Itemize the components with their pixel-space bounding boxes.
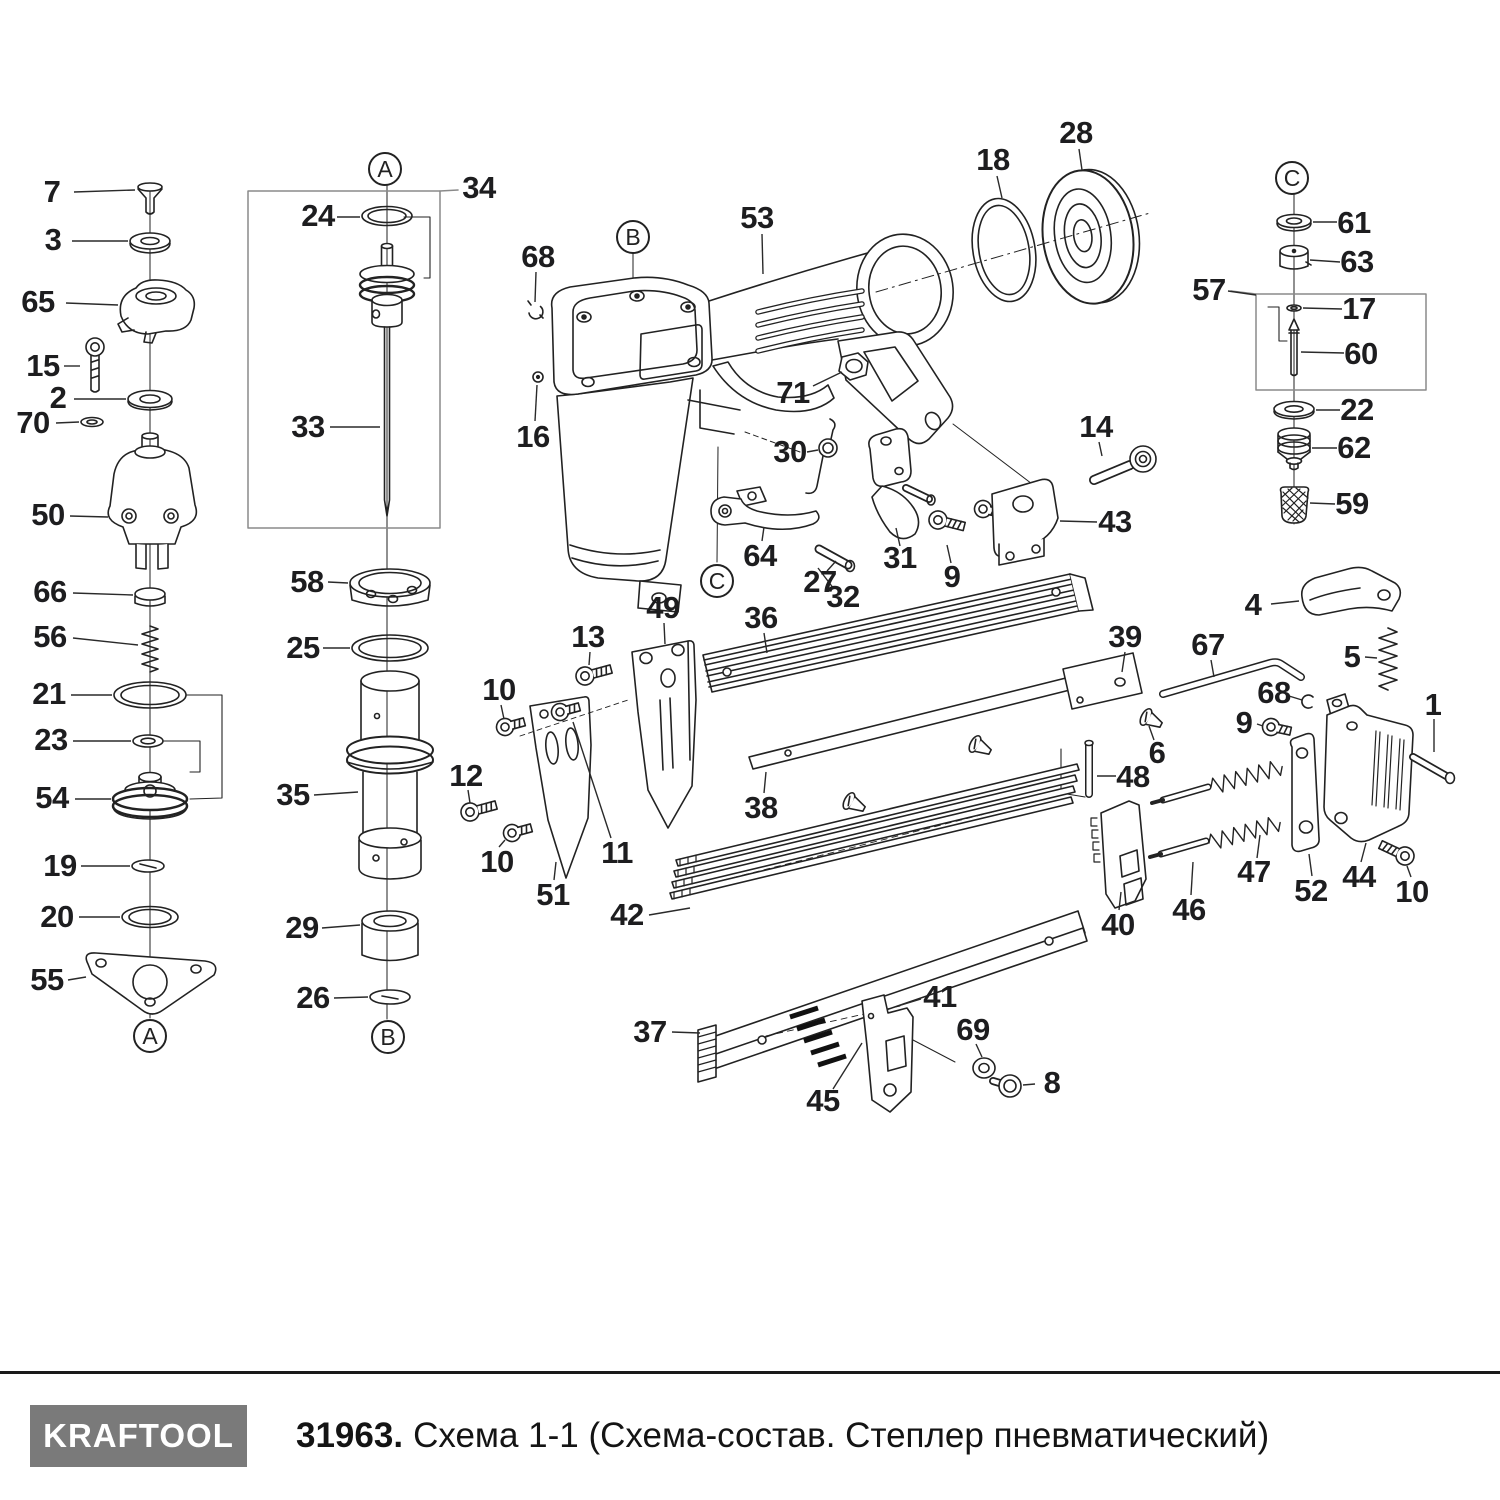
part-label-46: 46: [1172, 892, 1206, 927]
part-label-64: 64: [743, 538, 777, 573]
part-label-44: 44: [1342, 859, 1376, 894]
part-label-43: 43: [1098, 504, 1132, 539]
part-label-6: 6: [1148, 735, 1166, 770]
view-marker-c-middle: C: [700, 564, 734, 598]
drawing-name: Схема 1-1 (Схема-состав. Степлер пневматический): [413, 1416, 1270, 1455]
part-label-37: 37: [633, 1014, 667, 1049]
part-label-69: 69: [956, 1012, 990, 1047]
view-marker-b-bottom: B: [371, 1020, 405, 1054]
part-label-56: 56: [33, 619, 67, 654]
part-label-22: 22: [1340, 392, 1374, 427]
view-marker-a-bottom: A: [133, 1019, 167, 1053]
part-label-24: 24: [301, 198, 335, 233]
drawing-title: [296, 1402, 1269, 1470]
part-label-31: 31: [883, 540, 917, 575]
part-label-36: 36: [744, 600, 778, 635]
part-label-13: 13: [571, 619, 605, 654]
part-label-41: 41: [923, 979, 957, 1014]
part-label-53: 53: [740, 200, 774, 235]
part-label-23: 23: [34, 722, 68, 757]
part-label-8: 8: [1043, 1065, 1061, 1100]
part-label-54: 54: [35, 780, 69, 815]
part-label-32: 32: [826, 579, 860, 614]
part-label-20: 20: [40, 899, 74, 934]
part-label-5: 5: [1343, 639, 1361, 674]
part-label-26: 26: [296, 980, 330, 1015]
part-label-15: 15: [26, 348, 60, 383]
part-label-10-right: 10: [1395, 874, 1429, 909]
part-label-62: 62: [1337, 430, 1371, 465]
part-label-50: 50: [31, 497, 65, 532]
part-label-11: 11: [601, 835, 633, 870]
part-label-18: 18: [976, 142, 1010, 177]
part-label-42: 42: [610, 897, 644, 932]
part-label-63: 63: [1340, 244, 1374, 279]
part-label-17: 17: [1342, 291, 1376, 326]
part-label-51: 51: [536, 877, 570, 912]
part-label-2: 2: [49, 380, 67, 415]
view-marker-a-top: A: [368, 152, 402, 186]
part-label-4: 4: [1244, 587, 1262, 622]
part-label-68-top: 68: [521, 239, 555, 274]
part-label-34: 34: [462, 170, 496, 205]
view-marker-c-top: C: [1275, 161, 1309, 195]
part-label-3: 3: [44, 222, 62, 257]
part-label-66: 66: [33, 574, 67, 609]
part-label-14: 14: [1079, 409, 1113, 444]
footer-divider: [0, 1371, 1500, 1374]
part-label-40: 40: [1101, 907, 1135, 942]
view-marker-b-top: B: [616, 220, 650, 254]
part-label-29: 29: [285, 910, 319, 945]
part-label-9-trigger: 9: [943, 559, 961, 594]
part-label-9-right: 9: [1235, 705, 1253, 740]
part-label-16: 16: [516, 419, 550, 454]
part-label-27: 27: [803, 564, 837, 599]
part-label-68-right: 68: [1257, 675, 1291, 710]
part-label-10-top: 10: [482, 672, 516, 707]
part-label-28: 28: [1059, 115, 1093, 150]
part-label-21: 21: [32, 676, 66, 711]
part-label-35: 35: [276, 777, 310, 812]
part-label-25: 25: [286, 630, 320, 665]
part-label-52: 52: [1294, 873, 1328, 908]
part-label-70: 70: [16, 405, 50, 440]
part-label-45: 45: [806, 1083, 840, 1118]
part-label-7: 7: [43, 174, 61, 209]
part-label-1: 1: [1424, 687, 1442, 722]
part-label-10-mid: 10: [480, 844, 514, 879]
part-label-30: 30: [773, 434, 807, 469]
part-label-47: 47: [1237, 854, 1271, 889]
part-label-49: 49: [646, 590, 680, 625]
part-label-67: 67: [1191, 627, 1225, 662]
brand-logo: [30, 1405, 247, 1467]
part-label-65: 65: [21, 284, 55, 319]
part-label-58: 58: [290, 564, 324, 599]
drawing-code: 31963.: [296, 1416, 404, 1455]
part-label-33: 33: [291, 409, 325, 444]
part-label-48: 48: [1116, 759, 1150, 794]
part-label-71: 71: [776, 375, 810, 410]
part-label-55: 55: [30, 962, 64, 997]
part-label-61: 61: [1337, 205, 1371, 240]
part-label-59: 59: [1335, 486, 1369, 521]
part-label-57: 57: [1192, 272, 1226, 307]
brand-logo-text: KRAFTOOL: [43, 1417, 234, 1454]
part-label-60: 60: [1344, 336, 1378, 371]
part-label-19: 19: [43, 848, 77, 883]
part-label-39: 39: [1108, 619, 1142, 654]
part-label-12: 12: [449, 758, 483, 793]
part-label-38: 38: [744, 790, 778, 825]
